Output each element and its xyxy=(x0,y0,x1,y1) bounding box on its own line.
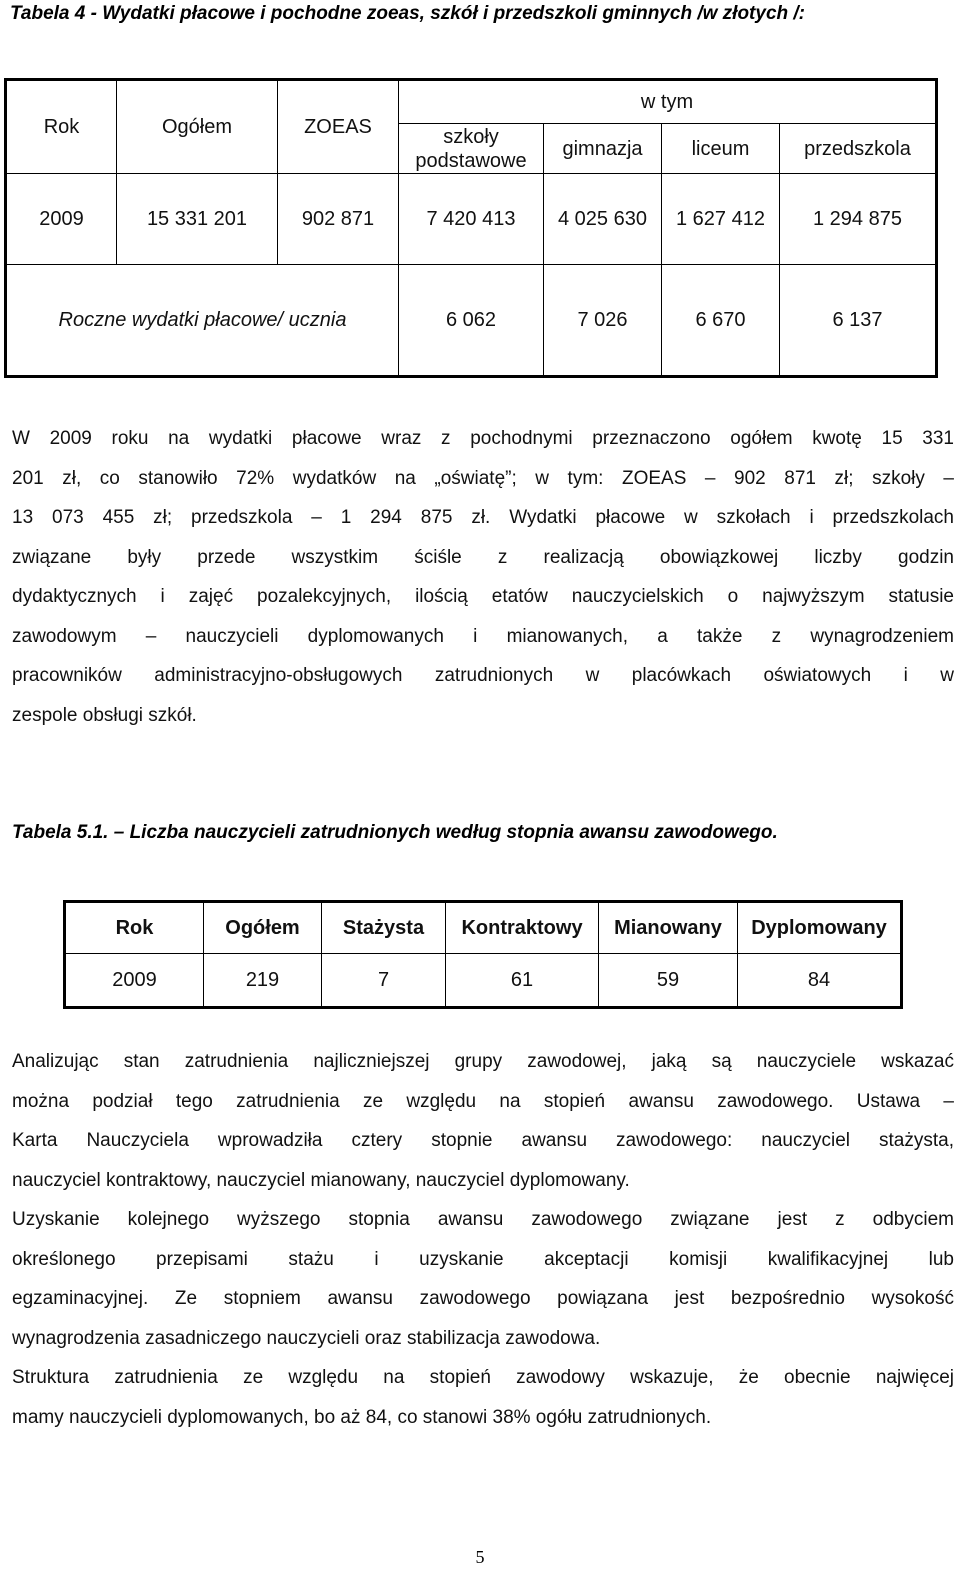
table51-cell: 2009 xyxy=(65,954,204,1008)
paragraph-wydatki xyxy=(12,419,954,735)
table51-header-mianowany: Mianowany xyxy=(599,902,738,954)
paragraph-line: związane były przede wszystkim ściśle z realizacją obowiązkowej liczby godzin xyxy=(12,546,954,568)
paragraph-line: Karta Nauczyciela wprowadziła cztery stopnie awansu zawodowego: nauczyciel stażysta, xyxy=(12,1130,954,1151)
paragraph-line: nauczyciel kontraktowy, nauczyciel mianowany, nauczyciel dyplomowany. xyxy=(12,1169,630,1191)
table4-cell: 6 137 xyxy=(780,265,937,377)
table51-header-row xyxy=(65,902,902,954)
table4-cell: 6 062 xyxy=(399,265,544,377)
table4 xyxy=(4,78,938,378)
table4-cell: 15 331 201 xyxy=(117,174,278,265)
table4-cell: 7 026 xyxy=(544,265,662,377)
table4-header-liceum: liceum xyxy=(662,124,780,174)
page-number: 5 xyxy=(475,1547,485,1567)
table4-cell: 7 420 413 xyxy=(399,174,544,265)
paragraph-line: mamy nauczycieli dyplomowanych, bo aż 84, co stanowi 38% ogółu zatrudnionych. xyxy=(12,1406,712,1428)
paragraph-line: W 2009 roku na wydatki płacowe wraz z pochodnymi przeznaczono ogółem kwotę 15 331 xyxy=(12,428,954,449)
table4-header-w-tym: w tym xyxy=(399,80,937,124)
table4-header-ogolem: Ogółem xyxy=(117,80,278,174)
table51-header-ogolem: Ogółem xyxy=(204,902,322,954)
table4-cell: 1 294 875 xyxy=(780,174,937,265)
paragraph-line: określonego przepisami stażu i uzyskanie akceptacji komisji kwalifikacyjnej lub xyxy=(12,1248,954,1270)
paragraph-line: pracowników administracyjno-obsługowych zatrudnionych w placówkach oświatowych i w xyxy=(12,665,954,686)
paragraph-line: wynagrodzenia zasadniczego nauczycieli oraz stabilizacja zawodowa. xyxy=(12,1327,601,1349)
table4-cell: 4 025 630 xyxy=(544,174,662,265)
table4-header-rok: Rok xyxy=(6,80,117,174)
table51-header-rok: Rok xyxy=(65,902,204,954)
table-row xyxy=(65,954,902,1008)
table4-cell: 902 871 xyxy=(278,174,399,265)
table4-roczne-label: Roczne wydatki płacowe/ ucznia xyxy=(6,265,399,377)
table51-header-kontraktowy: Kontraktowy xyxy=(446,902,599,954)
paragraph-line: można podział tego zatrudnienia ze względu na stopień awansu zawodowego. Ustawa – xyxy=(12,1090,954,1112)
table4-cell: 2009 xyxy=(6,174,117,265)
table51-cell: 7 xyxy=(322,954,446,1008)
table4-header-row-group xyxy=(6,80,937,124)
table51-title: Tabela 5.1. – Liczba nauczycieli zatrudnionych według stopnia awansu zawodowego. xyxy=(12,822,778,843)
table-row xyxy=(6,265,937,377)
table51-cell: 219 xyxy=(204,954,322,1008)
table51-header-dyplomowany: Dyplomowany xyxy=(738,902,902,954)
paragraph-line: Struktura zatrudnienia ze względu na stopień zawodowy wskazuje, że obecnie najwięcej xyxy=(12,1367,954,1388)
paragraph-line: dydaktycznych i zajęć pozalekcyjnych, ilością etatów nauczycielskich o najwyższym statusie xyxy=(12,586,954,607)
table-row xyxy=(6,174,937,265)
table4-header-zoeas: ZOEAS xyxy=(278,80,399,174)
table51-cell: 84 xyxy=(738,954,902,1008)
table51-header-stazysta: Stażysta xyxy=(322,902,446,954)
table51 xyxy=(63,900,903,1009)
table4-cell: 1 627 412 xyxy=(662,174,780,265)
table51-cell: 59 xyxy=(599,954,738,1008)
table4-cell: 6 670 xyxy=(662,265,780,377)
paragraph-line: 201 zł, co stanowiło 72% wydatków na „oświatę”; w tym: ZOEAS – 902 871 zł; szkoły – xyxy=(12,467,954,489)
table4-header-szkoly: szkoły podstawowe xyxy=(399,124,544,174)
paragraph-line: zespole obsługi szkół. xyxy=(12,704,197,726)
table4-title: Tabela 4 - Wydatki płacowe i pochodne zoeas, szkół i przedszkoli gminnych /w złotych /: xyxy=(10,3,806,24)
paragraph-line: 13 073 455 zł; przedszkola – 1 294 875 zł. Wydatki płacowe w szkołach i przedszkolach xyxy=(12,507,954,528)
table4-header-przedszkola: przedszkola xyxy=(780,124,937,174)
paragraph-line: Uzyskanie kolejnego wyższego stopnia awansu zawodowego związane jest z odbyciem xyxy=(12,1209,954,1230)
paragraph-line: Analizując stan zatrudnienia najliczniejszej grupy zawodowej, jaką są nauczyciele wskazać xyxy=(12,1051,954,1072)
table4-header-gimnazja: gimnazja xyxy=(544,124,662,174)
table51-cell: 61 xyxy=(446,954,599,1008)
paragraph-line: egzaminacyjnej. Ze stopniem awansu zawodowego powiązana jest bezpośrednio wysokość xyxy=(12,1288,954,1309)
paragraph-zatrudnienie xyxy=(12,1042,954,1437)
paragraph-line: zawodowym – nauczycieli dyplomowanych i mianowanych, a także z wynagrodzeniem xyxy=(12,625,954,647)
